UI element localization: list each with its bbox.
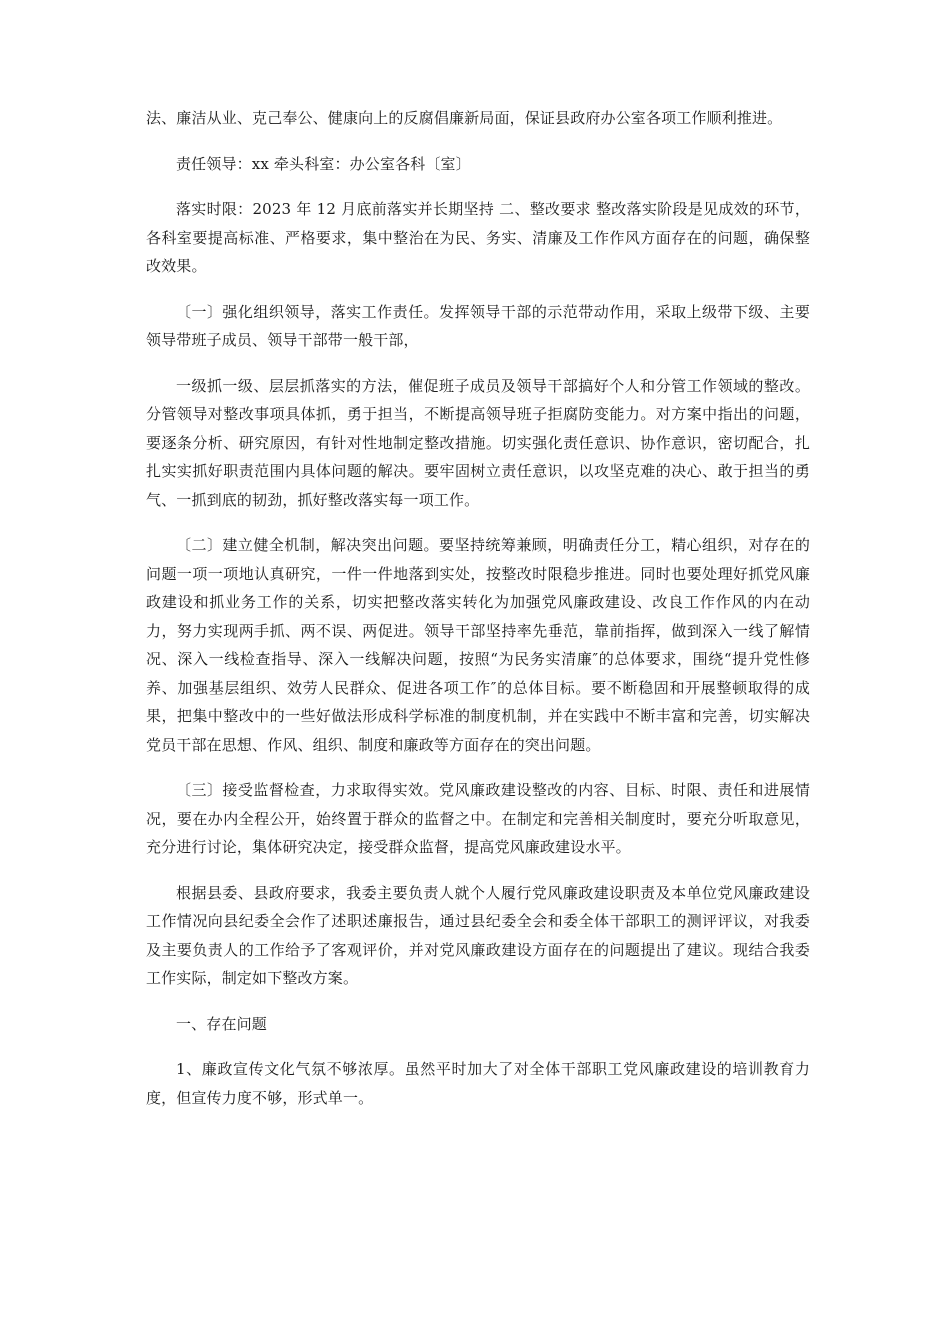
paragraph-gap: [146, 759, 810, 776]
paragraph-background: 根据县委、县政府要求，我委主要负责人就个人履行党风廉政建设职责及本单位党风廉政建设工作情况向县纪委全会作了述职述廉报告，通过县纪委全会和委全体干部职工的测评评议，对我委及主要负责人的工作给予了客观评价，并对党风廉政建设方面存在的问题提出了建议。现结合我委工作实际，制定如下整改方案。: [146, 883, 810, 987]
paragraph-gap: [146, 514, 810, 531]
paragraph-section-3: 〔三〕接受监督检查，力求取得实效。党风廉政建设整改的内容、目标、时限、责任和进展情况，要在办内全程公开，始终置于群众的监督之中。在制定和完善相关制度时，要充分听取意见，充分进行讨论，集体研究决定，接受群众监督，提高党风廉政建设水平。: [146, 781, 810, 856]
heading-existing-problems: 一、存在问题: [176, 1014, 267, 1033]
document-body: [146, 104, 810, 1112]
paragraph-gap: [146, 281, 810, 298]
paragraph-gap: [146, 1038, 810, 1055]
paragraph-section-2: 〔二〕建立健全机制，解决突出问题。要坚持统筹兼顾，明确责任分工，精心组织，对存在的问题一项一项地认真研究，一件一件地落到实处，按整改时限稳步推进。同时也要处理好抓党风廉政建设和抓业务工作的关系，切实把整改落实转化为加强党风廉政建设、改良工作作风的内在动力，努力实现两手抓、两不误、两促进。领导干部坚持率先垂范，靠前指挥，做到深入一线了解情况、深入一线检查指导、深入一线解决问题，按照“为民务实清廉″的总体要求，围绕“提升党性修养、加强基层组织、效劳人民群众、促进各项工作″的总体目标。要不断稳固和开展整顿取得的成果，把集中整改中的一些好做法形成科学标准的制度机制，并在实践中不断丰富和完善，切实解决党员干部在思想、作风、组织、制度和廉政等方面存在的突出问题。: [146, 536, 810, 754]
paragraph-section-1-detail: 一级抓一级、层层抓落实的方法，催促班子成员及领导干部搞好个人和分管工作领域的整改。分管领导对整改事项具体抓，勇于担当，不断提高领导班子拒腐防变能力。对方案中指出的问题，要逐条分析、研究原因，有针对性地制定整改措施。切实强化责任意识、协作意识，密切配合，扎扎实实抓好职责范围内具体问题的解决。要牢固树立责任意识，以攻坚克难的决心、敢于担当的勇气、一抓到底的韧劲，抓好整改落实每一项工作。: [146, 376, 810, 509]
paragraph-gap: [146, 178, 810, 195]
paragraph-responsibility: 责任领导：xx 牵头科室：办公室各科〔室〕: [176, 154, 471, 173]
paragraph-gap: [146, 133, 810, 150]
paragraph-problem-1: 1、廉政宣传文化气氛不够浓厚。虽然平时加大了对全体干部职工党风廉政建设的培训教育力度，但宣传力度不够，形式单一。: [146, 1060, 810, 1107]
paragraph-gap: [146, 355, 810, 372]
paragraph-gap: [146, 862, 810, 879]
paragraph-gap: [146, 993, 810, 1010]
paragraph-deadline: 落实时限：2023 年 12 月底前落实并长期坚持 二、整改要求 整改落实阶段是见成效的环节，各科室要提高标准、严格要求，集中整治在为民、务实、清廉及工作作风方面存在的问题，确保整改效果。: [146, 200, 810, 275]
paragraph-section-1: 〔一〕强化组织领导，落实工作责任。发挥领导干部的示范带动作用，采取上级带下级、主要领导带班子成员、领导干部带一般干部，: [146, 302, 810, 349]
paragraph-continuation: 法、廉洁从业、克己奉公、健康向上的反腐倡廉新局面，保证县政府办公室各项工作顺利推进。: [146, 109, 783, 127]
